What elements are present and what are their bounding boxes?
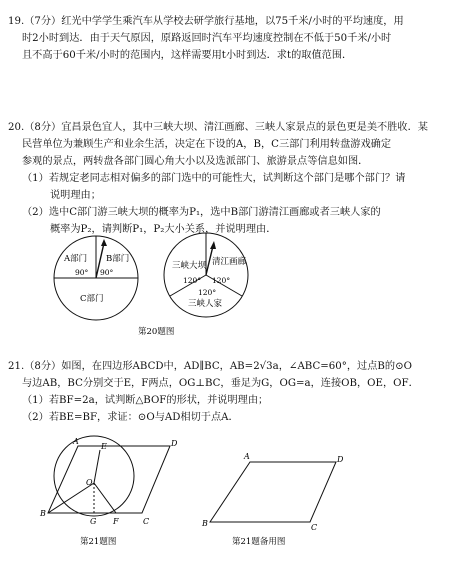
q21-line-2: 与边AB，BC分别交于E，F两点，OG⊥BC，垂足为G，OG=a，连接OB，OE，OF． [22,378,419,389]
q19-line-1: 19.（7分）红光中学学生乘汽车从学校去研学旅行基地，以75千米/小时的平均速度，用 [8,16,404,27]
sector-gallery-label: 清江画廊 [212,257,247,267]
q20-caption: 第20题图 [138,327,175,337]
department-wheel [54,236,138,320]
q20-line-1: 20.（8分）宜昌景色宜人，其中三峡大坝、清江画廊、三峡人家景点的景色更是美不胜收．某 [8,122,428,133]
q20-line-3: 参观的景点，两转盘各部门圆心角大小以及选派部门、旅游景点等信息如图． [22,156,369,167]
attraction-wheel [164,233,248,317]
q21-line-3: （1）若BF=2a，试判断△BOF的形状，并说明理由； [22,395,269,406]
angle-2-label: 120° [212,276,231,285]
q19-line-2: 时2小时到达．由于天气原因，原路返回时汽车平均速度控制在不低于50千米/小时 [22,33,392,44]
label-c: C [143,517,150,526]
q20-line-6: （2）选中C部门游三峡大坝的概率为P₁，选中B部门游清江画廊或者三峡人家的 [22,207,381,218]
q20-line-2: 民营单位为兼顾生产和业余生活，决定在下设的A，B，C三部门利用转盘游戏确定 [22,139,392,150]
label-f: F [113,517,119,526]
q21-line-4: （2）若BE=BF，求证：⊙O与AD相切于点A． [22,412,239,423]
sector-a-label: A部门 [64,254,88,264]
q21-main-figure [39,436,178,526]
sector-c-label: C部门 [80,294,104,304]
angle-b-label: 90° [100,268,114,277]
sector-village-label: 三峡人家 [188,299,223,309]
spare-label-d: D [337,455,344,464]
spare-label-c: C [311,523,318,532]
angle-3-label: 120° [198,288,217,297]
angle-1-label: 120° [183,276,202,285]
label-b: B [40,509,46,518]
angle-a-label: 90° [75,268,89,277]
label-a: A [73,437,79,446]
q21-caption-main: 第21题图 [80,537,117,547]
q20-line-7: 概率为P₂，请判断P₁，P₂大小关系，并说明理由． [50,224,277,235]
q21-line-1: 21.（8分）如图，在四边形ABCD中，AD∥BC，AB=2√3a，∠ABC=60°，过点B的⊙O [8,361,412,372]
label-o: O [86,478,93,487]
sector-b-label: B部门 [106,254,130,264]
label-e: E [101,442,107,451]
sector-dam-label: 三峡大坝 [172,261,207,271]
label-d: D [171,439,178,448]
spare-label-a: A [244,452,250,461]
q20-line-4: （1）若规定老同志相对偏多的部门选中的可能性大，试判断这个部门是哪个部门？请 [22,173,406,184]
q20-line-5: 说明理由； [50,190,101,201]
q19-line-3: 且不高于60千米/小时的范围内，这样需要用t小时到达．求t的取值范围． [22,50,353,61]
q21-spare-figure [201,452,344,532]
label-g: G [90,517,97,526]
q21-caption-spare: 第21题备用图 [232,537,286,547]
spare-label-b: B [202,519,208,528]
